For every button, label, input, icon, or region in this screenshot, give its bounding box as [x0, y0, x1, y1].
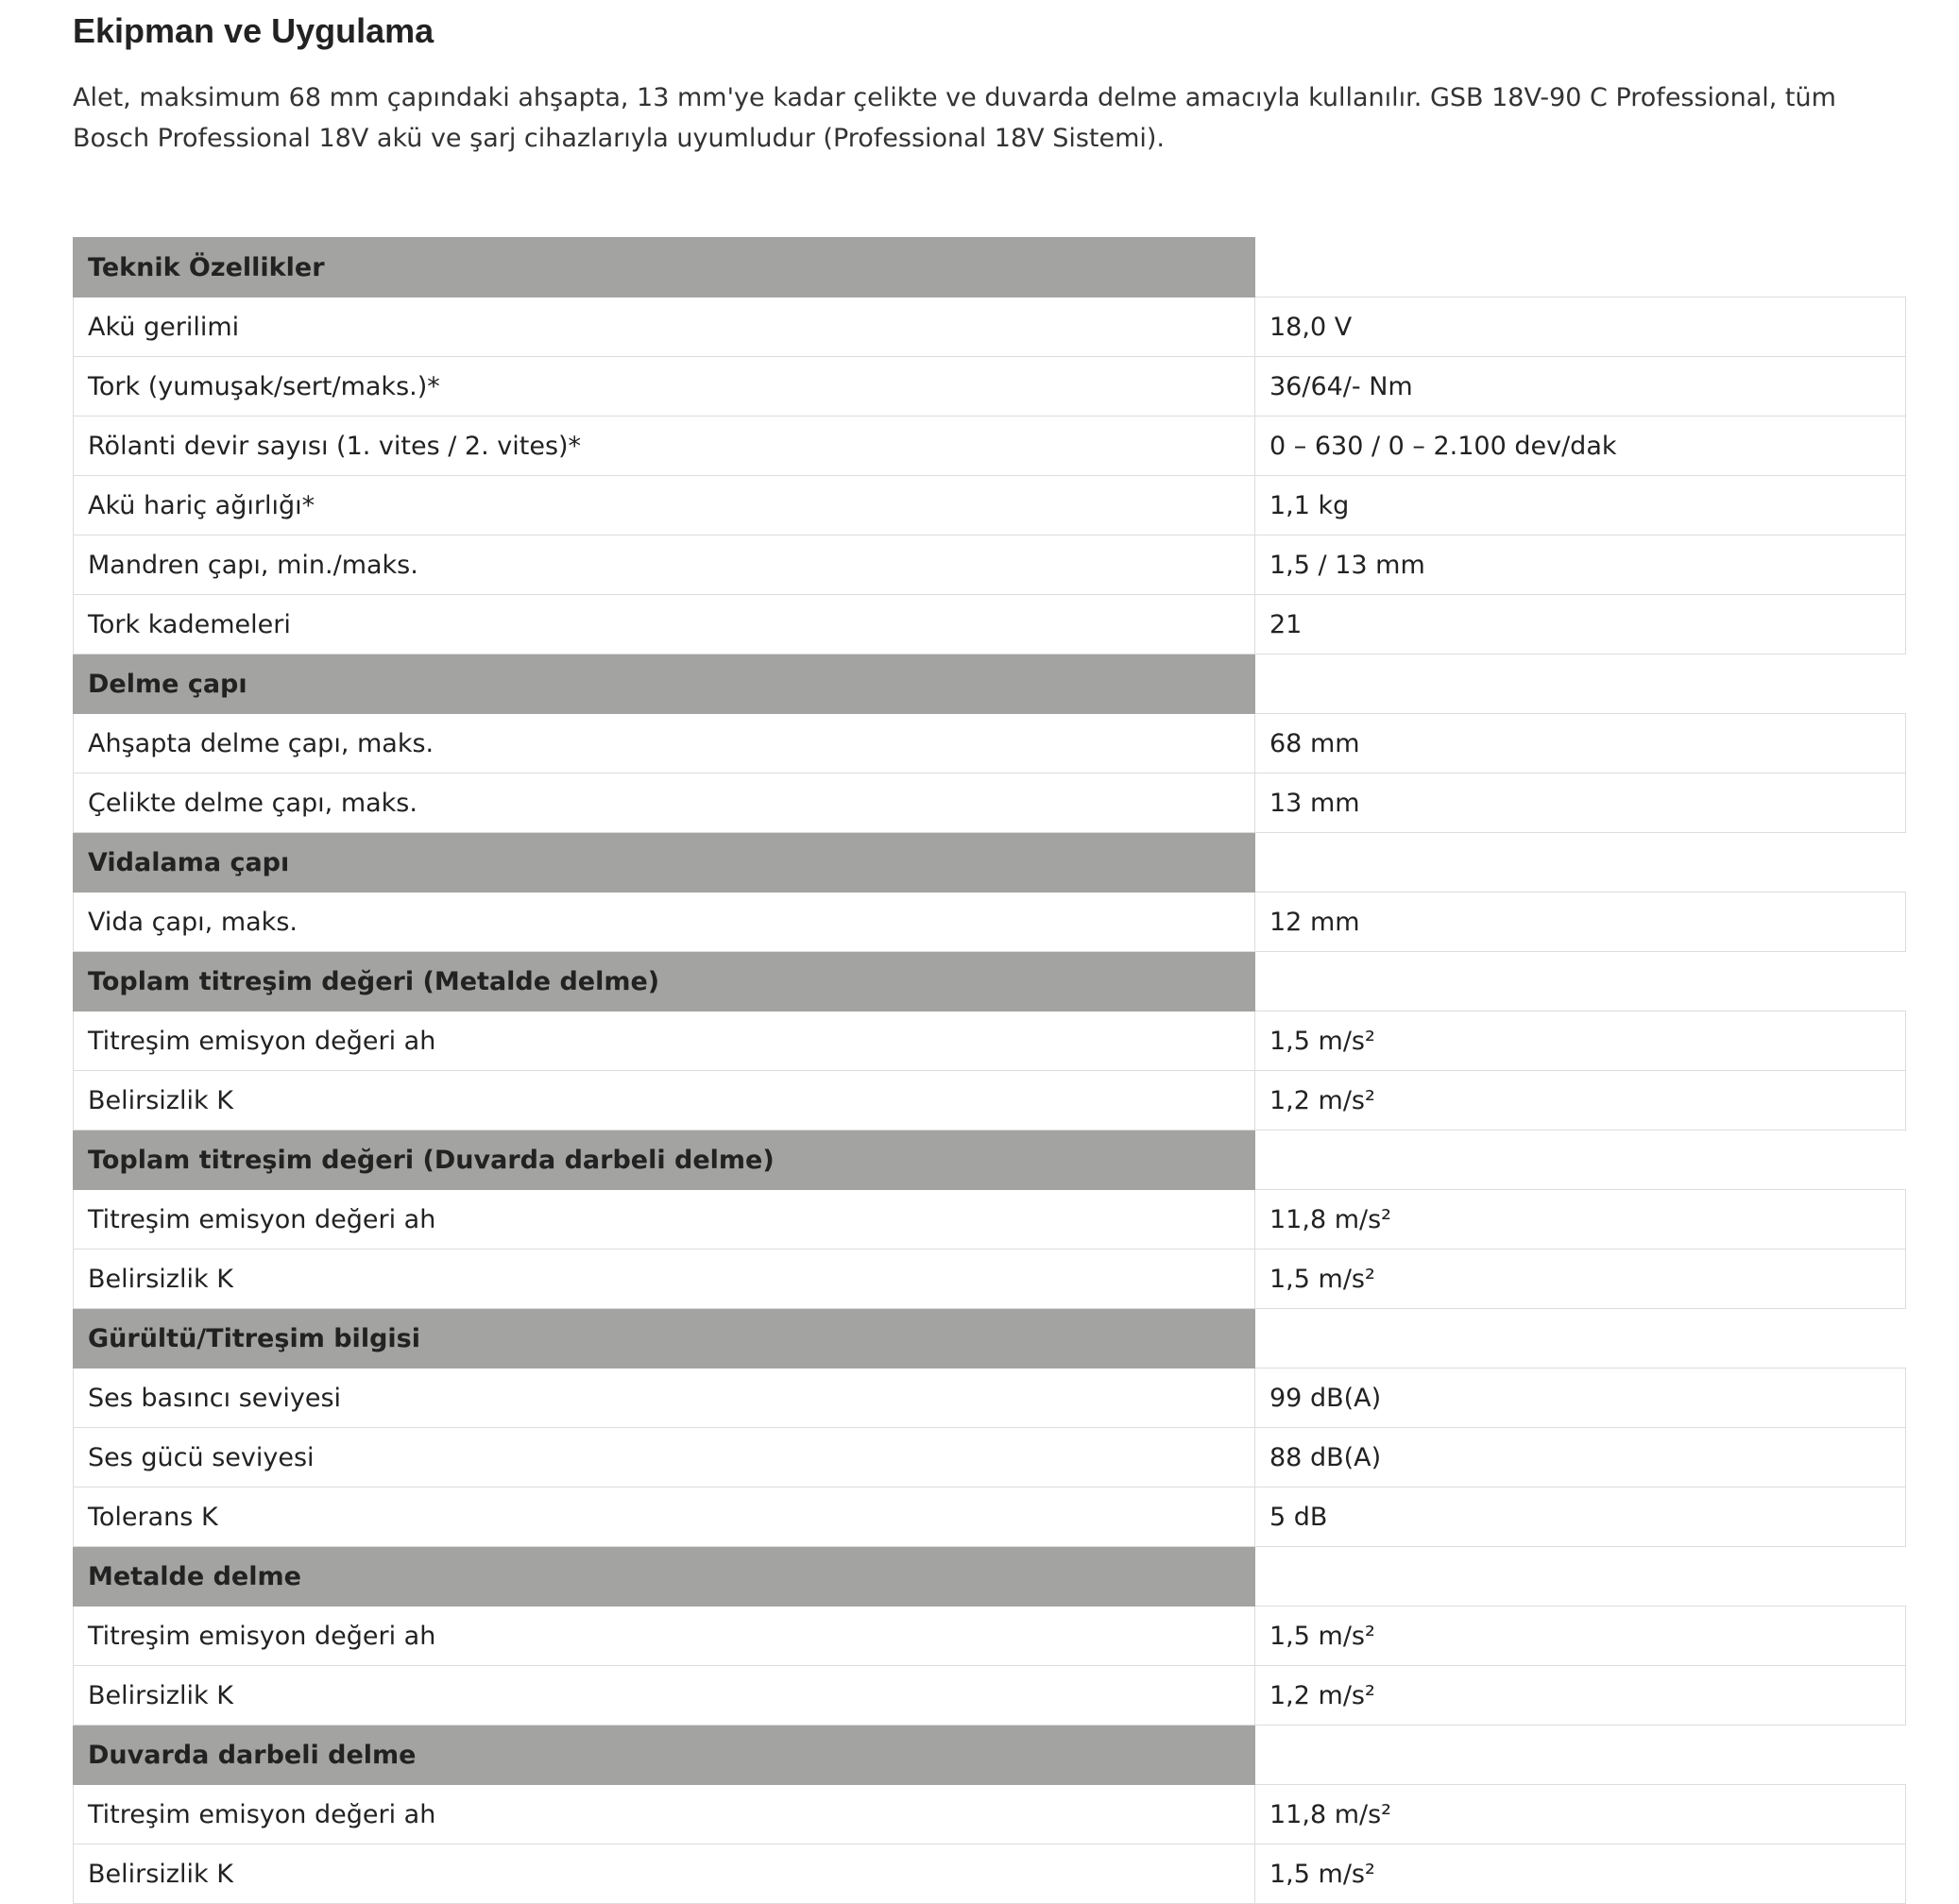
spec-label: Akü gerilimi: [74, 298, 1255, 357]
section-spacer-cell: [1255, 1130, 1906, 1190]
section-spacer-cell: [1255, 238, 1906, 298]
section-title: Vidalama çapı: [74, 833, 1255, 892]
table-row: [74, 536, 1906, 595]
table-row: [74, 1368, 1906, 1428]
spec-value: 11,8 m/s²: [1255, 1190, 1906, 1250]
spec-value: 5 dB: [1255, 1488, 1906, 1547]
spec-label: Tork (yumuşak/sert/maks.)*: [74, 357, 1255, 416]
spec-value: 36/64/- Nm: [1255, 357, 1906, 416]
table-row: [74, 416, 1906, 476]
spec-label: Vida çapı, maks.: [74, 892, 1255, 952]
section-title: Duvarda darbeli delme: [74, 1726, 1255, 1785]
table-row: [74, 1190, 1906, 1250]
spec-label: Rölanti devir sayısı (1. vites / 2. vites)*: [74, 416, 1255, 476]
intro-paragraph: Alet, maksimum 68 mm çapındaki ahşapta, 13 mm'ye kadar çelikte ve duvarda delme amacıyla kullanılır. GSB 18V-90 C Professional, tüm Bosch Professional 18V akü ve şarj cihazlarıyla uyumludur (Professional 18V Sistemi).: [73, 83, 1836, 153]
spec-label: Titreşim emisyon değeri ah: [74, 1606, 1255, 1666]
spec-label: Titreşim emisyon değeri ah: [74, 1012, 1255, 1071]
spec-value: 1,5 m/s²: [1255, 1250, 1906, 1309]
table-row: [74, 1785, 1906, 1844]
table-row: [74, 298, 1906, 357]
section-spacer-cell: [1255, 654, 1906, 714]
spec-label: Çelikte delme çapı, maks.: [74, 774, 1255, 833]
table-row: [74, 1666, 1906, 1726]
section-header-row: [74, 1726, 1906, 1785]
spec-value: 1,1 kg: [1255, 476, 1906, 536]
spec-label: Ahşapta delme çapı, maks.: [74, 714, 1255, 774]
section-title: Gürültü/Titreşim bilgisi: [74, 1309, 1255, 1368]
spec-value: 18,0 V: [1255, 298, 1906, 357]
section-header-row: [74, 1547, 1906, 1606]
table-row: [74, 1488, 1906, 1547]
table-row: [74, 595, 1906, 654]
section-header-row: [74, 654, 1906, 714]
section-header-row: [74, 833, 1906, 892]
section-header-row: [74, 952, 1906, 1012]
spec-label: Tolerans K: [74, 1488, 1255, 1547]
spec-value: 1,5 / 13 mm: [1255, 536, 1906, 595]
section-spacer-cell: [1255, 952, 1906, 1012]
spec-value: 11,8 m/s²: [1255, 1785, 1906, 1844]
table-row: [74, 1250, 1906, 1309]
table-row: [74, 1012, 1906, 1071]
table-row: [74, 892, 1906, 952]
spec-label: Ses gücü seviyesi: [74, 1428, 1255, 1488]
spec-label: Mandren çapı, min./maks.: [74, 536, 1255, 595]
table-row: [74, 1071, 1906, 1130]
section-spacer-cell: [1255, 1726, 1906, 1785]
section-title: Toplam titreşim değeri (Duvarda darbeli delme): [74, 1130, 1255, 1190]
table-row: [74, 1844, 1906, 1904]
section-spacer-cell: [1255, 1309, 1906, 1368]
spec-label: Ses basıncı seviyesi: [74, 1368, 1255, 1428]
table-row: [74, 1428, 1906, 1488]
section-spacer-cell: [1255, 833, 1906, 892]
spec-value: 1,5 m/s²: [1255, 1844, 1906, 1904]
table-row: [74, 1606, 1906, 1666]
section-spacer-cell: [1255, 1547, 1906, 1606]
spec-value: 1,2 m/s²: [1255, 1666, 1906, 1726]
spec-value: 99 dB(A): [1255, 1368, 1906, 1428]
spec-value: 12 mm: [1255, 892, 1906, 952]
table-row: [74, 714, 1906, 774]
section-header-row: [74, 1130, 1906, 1190]
table-row: [74, 476, 1906, 536]
spec-value: 88 dB(A): [1255, 1428, 1906, 1488]
section-title: Delme çapı: [74, 654, 1255, 714]
spec-value: 1,2 m/s²: [1255, 1071, 1906, 1130]
section-header-row: [74, 238, 1906, 298]
spec-label: Akü hariç ağırlığı*: [74, 476, 1255, 536]
spec-value: 68 mm: [1255, 714, 1906, 774]
spec-label: Belirsizlik K: [74, 1250, 1255, 1309]
spec-value: 1,5 m/s²: [1255, 1012, 1906, 1071]
table-row: [74, 357, 1906, 416]
section-header-row: [74, 1309, 1906, 1368]
spec-label: Belirsizlik K: [74, 1666, 1255, 1726]
spec-table: [73, 237, 1906, 1904]
table-row: [74, 774, 1906, 833]
spec-label: Titreşim emisyon değeri ah: [74, 1785, 1255, 1844]
spec-table-body: [74, 238, 1906, 1904]
spec-value: 13 mm: [1255, 774, 1906, 833]
spec-value: 0 – 630 / 0 – 2.100 dev/dak: [1255, 416, 1906, 476]
spec-label: Tork kademeleri: [74, 595, 1255, 654]
section-title: Teknik Özellikler: [74, 238, 1255, 298]
spec-value: 21: [1255, 595, 1906, 654]
spec-value: 1,5 m/s²: [1255, 1606, 1906, 1666]
section-title: Metalde delme: [74, 1547, 1255, 1606]
spec-label: Belirsizlik K: [74, 1844, 1255, 1904]
page-title: Ekipman ve Uygulama: [73, 11, 434, 50]
spec-label: Titreşim emisyon değeri ah: [74, 1190, 1255, 1250]
section-title: Toplam titreşim değeri (Metalde delme): [74, 952, 1255, 1012]
spec-label: Belirsizlik K: [74, 1071, 1255, 1130]
